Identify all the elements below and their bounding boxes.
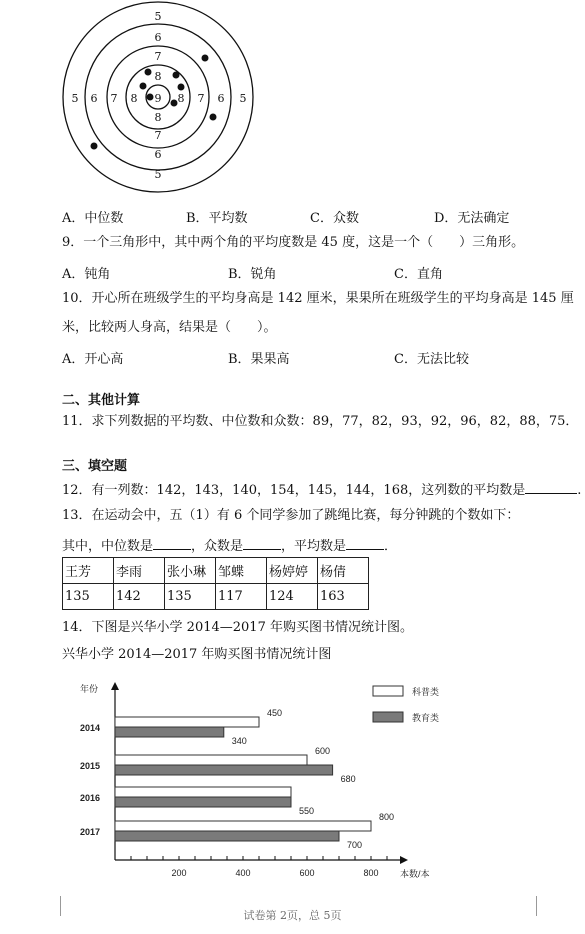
table-cell-value: 135 <box>63 584 114 610</box>
section-title-fill-blank: 三、填空题 <box>62 459 128 474</box>
ring-label: 6 <box>90 92 98 105</box>
ring-label: 8 <box>130 92 138 105</box>
q9-text: 9．一个三角形中，其中两个角的平均度数是 45 度，这是一个（ ）三角形。 <box>62 235 525 250</box>
legend-label: 教育类 <box>412 713 440 723</box>
q12-period: . <box>577 483 582 498</box>
table-cell-value: 117 <box>216 584 267 610</box>
q8-option-a: A．中位数 <box>62 211 124 226</box>
table-cell-name: 杨倩 <box>318 558 369 584</box>
ring-label: 7 <box>197 92 205 105</box>
bar-education <box>115 765 333 775</box>
jump-rope-table <box>62 557 369 610</box>
table-row <box>63 558 369 584</box>
ring-label: 6 <box>154 31 162 44</box>
shot-dot <box>178 84 185 91</box>
page-footer: 试卷第 2页，总 5页 <box>243 909 342 922</box>
data-label: 680 <box>340 774 356 784</box>
ring-label: 6 <box>217 92 225 105</box>
shot-dot <box>145 69 152 76</box>
category-label: 2014 <box>80 723 101 733</box>
q13-text-line1: 13．在运动会中，五（1）有 6 个同学参加了跳绳比赛，每分钟跳的个数如下： <box>62 508 520 523</box>
y-axis-label: 年份 <box>80 684 99 694</box>
table-cell-name: 张小琳 <box>165 558 216 584</box>
q13-mode-label: ，众数是 <box>191 539 244 554</box>
shot-dot <box>171 100 178 107</box>
q8-option-b: B．平均数 <box>186 211 248 226</box>
ring-label: 5 <box>239 92 247 105</box>
q13-median-blank[interactable] <box>153 536 191 550</box>
q12-question: 12．有一列数：142，143，140，154，145，144，168，这列数的平均数是 <box>62 483 526 498</box>
y-axis-arrow <box>111 682 119 690</box>
q14-text: 14．下图是兴华小学 2014—2017 年购买图书情况统计图。 <box>62 620 413 635</box>
q13-mean-label: ，平均数是 <box>281 539 347 554</box>
x-tick-label: 800 <box>363 868 379 878</box>
data-label: 450 <box>267 708 283 718</box>
data-label: 800 <box>379 812 395 822</box>
q10-text-line1: 10．开心所在班级学生的平均身高是 142 厘米，果果所在班级学生的平均身高是 145 厘 <box>62 291 574 306</box>
table-cell-value: 142 <box>114 584 165 610</box>
ring-label: 5 <box>71 92 79 105</box>
table-row <box>63 584 369 610</box>
shot-dot <box>173 72 180 79</box>
shot-dot <box>140 83 147 90</box>
table-cell-value: 163 <box>318 584 369 610</box>
bar-education <box>115 797 291 807</box>
ring-label: 5 <box>154 10 162 23</box>
q9-option-a: A．钝角 <box>62 267 111 282</box>
shot-dot <box>91 143 98 150</box>
x-tick-label: 400 <box>235 868 251 878</box>
target-figure <box>40 0 280 200</box>
q9-option-c: C．直角 <box>394 267 443 282</box>
x-axis-label: 本数/本 <box>400 869 430 879</box>
table-cell-value: 135 <box>165 584 216 610</box>
x-tick-label: 600 <box>299 868 315 878</box>
book-purchase-chart <box>60 668 530 883</box>
legend-swatch <box>373 712 403 722</box>
ring-label: 8 <box>154 70 162 83</box>
data-label: 550 <box>299 806 315 816</box>
category-label: 2017 <box>80 827 101 837</box>
q13-mode-blank[interactable] <box>243 536 281 550</box>
data-label: 600 <box>315 746 331 756</box>
ring-label: 6 <box>154 148 162 161</box>
category-label: 2016 <box>80 793 101 803</box>
x-tick-label: 200 <box>171 868 187 878</box>
legend-label: 科普类 <box>412 687 440 697</box>
chart-title: 兴华小学 2014—2017 年购买图书情况统计图 <box>62 647 332 662</box>
data-label: 340 <box>231 736 247 746</box>
section-title-other-calc: 二、其他计算 <box>62 393 141 408</box>
x-axis-arrow <box>400 856 408 864</box>
shot-dot <box>147 94 154 101</box>
table-cell-name: 李雨 <box>114 558 165 584</box>
q9-option-b: B．锐角 <box>228 267 277 282</box>
ring-label: 8 <box>154 111 162 124</box>
ring-label: 7 <box>154 129 162 142</box>
table-cell-name: 王芳 <box>63 558 114 584</box>
ring-label: 9 <box>154 92 162 105</box>
ring-label: 8 <box>177 92 185 105</box>
shot-dot <box>210 114 217 121</box>
q13-mean-blank[interactable] <box>346 536 384 550</box>
ring-label: 5 <box>154 168 162 181</box>
q8-option-d: D．无法确定 <box>434 211 510 226</box>
q12-text <box>62 480 581 499</box>
bar-science <box>115 821 371 831</box>
bar-science <box>115 717 259 727</box>
table-cell-name: 邹蝶 <box>216 558 267 584</box>
ring-label: 7 <box>110 92 118 105</box>
q10-option-c: C．无法比较 <box>394 352 469 367</box>
legend-swatch <box>373 686 403 696</box>
q13-period: ． <box>384 539 398 554</box>
q10-option-b: B．果果高 <box>228 352 290 367</box>
bar-science <box>115 787 291 797</box>
bar-education <box>115 831 339 841</box>
ring-label: 7 <box>154 50 162 63</box>
q10-option-a: A．开心高 <box>62 352 124 367</box>
data-label: 700 <box>347 840 363 850</box>
table-cell-value: 124 <box>267 584 318 610</box>
q8-option-c: C．众数 <box>310 211 359 226</box>
q13-median-label: 其中，中位数是 <box>62 539 154 554</box>
q12-answer-blank[interactable] <box>525 480 577 494</box>
shot-dot <box>202 55 209 62</box>
category-label: 2015 <box>80 761 101 771</box>
table-cell-name: 杨婷婷 <box>267 558 318 584</box>
q11-text: 11．求下列数据的平均数、中位数和众数：89，77，82，93，92，96，82，88，75． <box>62 414 579 429</box>
bar-science <box>115 755 307 765</box>
q13-text-line2 <box>62 536 397 555</box>
q10-text-line2: 米，比较两人身高，结果是（ ）。 <box>62 320 277 335</box>
bar-education <box>115 727 224 737</box>
